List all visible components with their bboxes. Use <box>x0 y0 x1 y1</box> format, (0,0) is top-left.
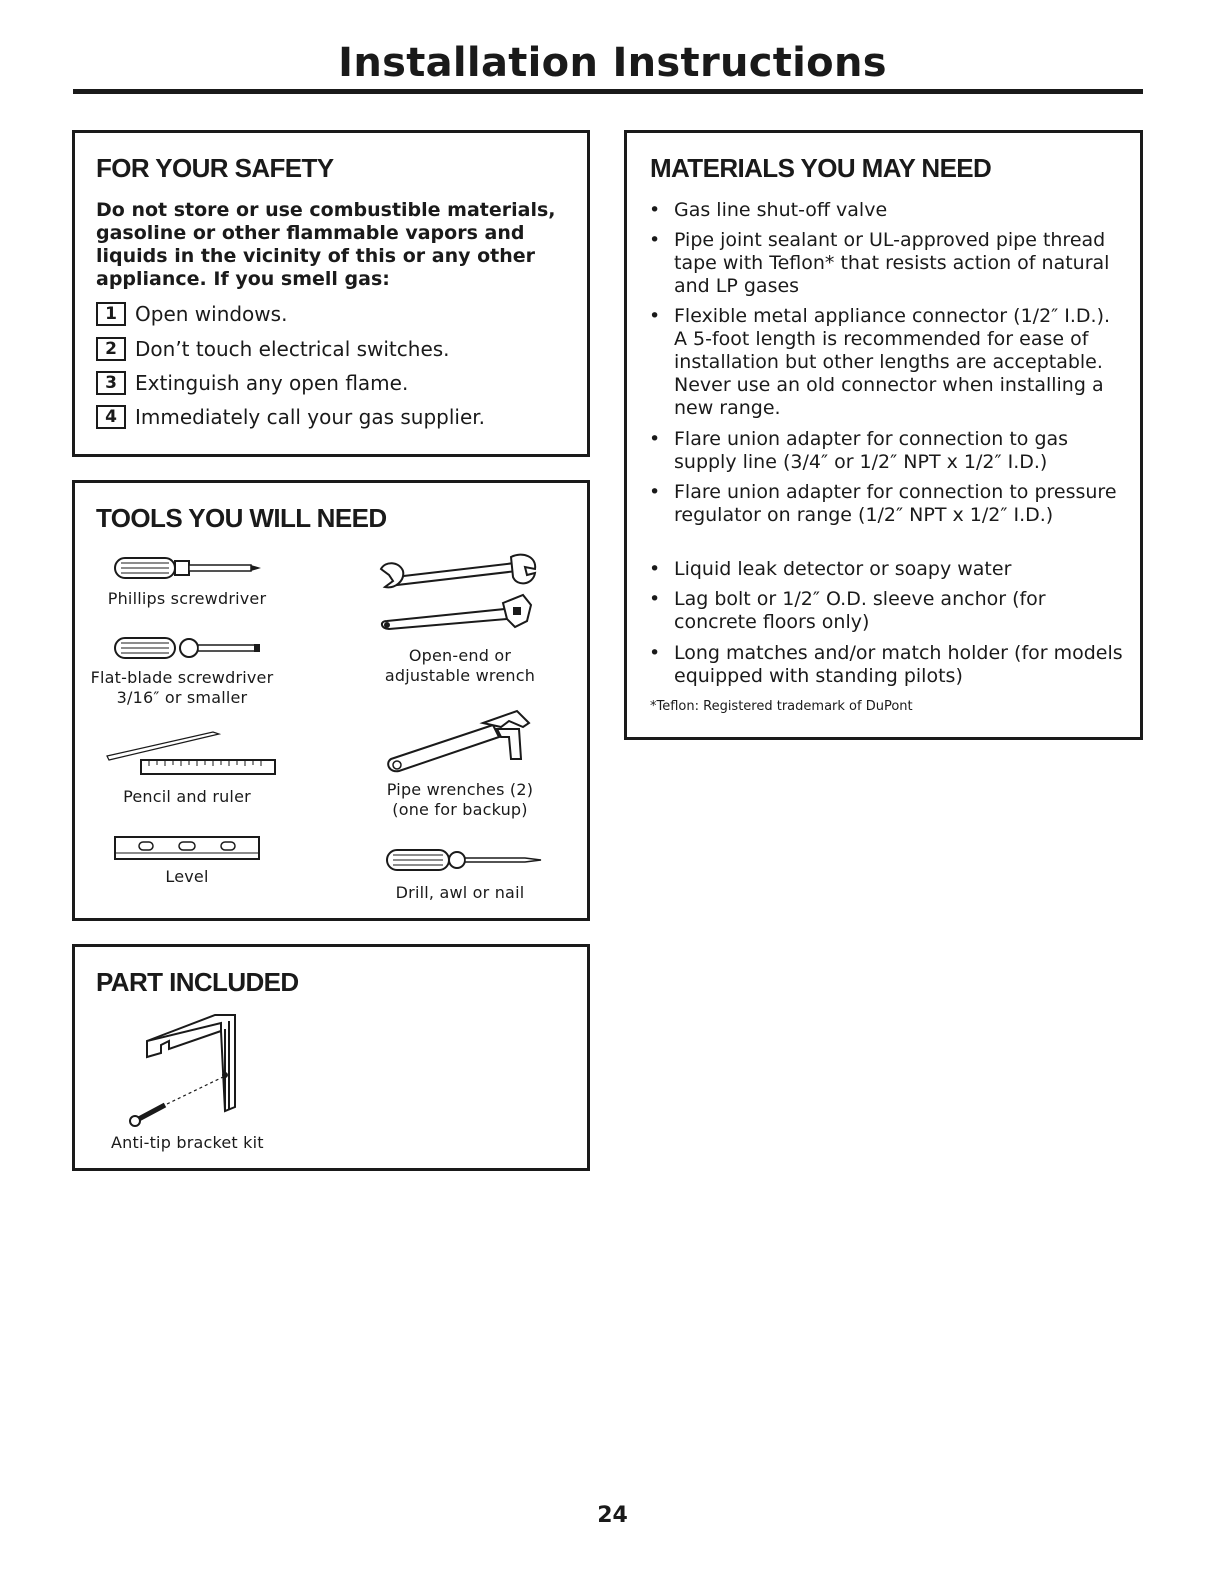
part-heading: PART INCLUDED <box>96 967 299 997</box>
flat-blade-screwdriver-icon <box>113 633 263 663</box>
step-number: 3 <box>96 371 126 395</box>
caption-anti-tip-bracket: Anti-tip bracket kit <box>111 1133 264 1152</box>
safety-heading: FOR YOUR SAFETY <box>96 153 334 183</box>
wrench-icon <box>375 551 545 641</box>
materials-item: • Lag bolt or 1/2″ O.D. sleeve anchor (for concrete floors only) <box>649 588 1046 633</box>
tools-heading: TOOLS YOU WILL NEED <box>96 503 387 533</box>
page-title: Installation Instructions <box>338 40 887 86</box>
caption-wrench: Open-end or adjustable wrench <box>384 646 536 685</box>
materials-item: • Long matches and/or match holder (for models equipped with standing pilots) <box>649 642 1123 687</box>
step-text: Extinguish any open flame. <box>135 371 409 395</box>
level-icon <box>113 833 263 863</box>
materials-item: • Flexible metal appliance connector (1/2″ I.D.). A 5-foot length is recommended for ease of installation but other lengths are acceptable. Never use an old connector when installing a new range. <box>649 305 1111 419</box>
step-number: 2 <box>96 337 126 361</box>
caption-pencil-ruler: Pencil and ruler <box>123 787 251 806</box>
caption-awl: Drill, awl or nail <box>395 883 525 902</box>
safety-warning: Do not store or use combustible materials, gasoline or other flammable vapors and liquids in the vicinity of this or any other appliance. If you smell gas: <box>96 199 556 290</box>
phillips-screwdriver-icon <box>113 553 263 583</box>
caption-level: Level <box>165 867 209 886</box>
tools-box <box>72 480 590 921</box>
caption-pipe-wrench: Pipe wrenches (2) (one for backup) <box>386 780 534 819</box>
materials-item: • Flare union adapter for connection to gas supply line (3/4″ or 1/2″ NPT x 1/2″ I.D.) <box>649 428 1069 473</box>
awl-icon <box>385 845 545 875</box>
materials-box <box>624 130 1143 740</box>
part-box <box>72 944 590 1171</box>
safety-step-2 <box>96 334 450 364</box>
caption-flat-blade-screwdriver: Flat-blade screwdriver 3/16″ or smaller <box>90 668 274 707</box>
safety-step-1 <box>96 299 287 329</box>
step-text: Open windows. <box>135 302 288 326</box>
safety-step-3 <box>96 368 408 398</box>
materials-item: • Pipe joint sealant or UL-approved pipe thread tape with Teflon* that resists action of natural and LP gases <box>649 229 1110 297</box>
step-number: 1 <box>96 302 126 326</box>
safety-box <box>72 130 590 457</box>
safety-step-4 <box>96 402 485 432</box>
materials-item: • Flare union adapter for connection to pressure regulator on range (1/2″ NPT x 1/2″ I.D.) <box>649 481 1117 526</box>
page-number: 24 <box>597 1503 628 1528</box>
materials-item: • Gas line shut-off valve <box>649 199 888 221</box>
step-text: Immediately call your gas supplier. <box>135 405 485 429</box>
pipe-wrench-icon <box>385 707 545 777</box>
materials-heading: MATERIALS YOU MAY NEED <box>650 153 992 183</box>
anti-tip-bracket-icon <box>125 1011 255 1131</box>
step-text: Don’t touch electrical switches. <box>135 337 450 361</box>
pencil-ruler-icon <box>103 728 283 778</box>
materials-item: • Liquid leak detector or soapy water <box>649 558 1012 580</box>
step-number: 4 <box>96 405 126 429</box>
caption-phillips-screwdriver: Phillips screwdriver <box>107 589 267 608</box>
title-rule <box>73 89 1143 94</box>
materials-footnote: *Teflon: Registered trademark of DuPont <box>650 699 913 714</box>
